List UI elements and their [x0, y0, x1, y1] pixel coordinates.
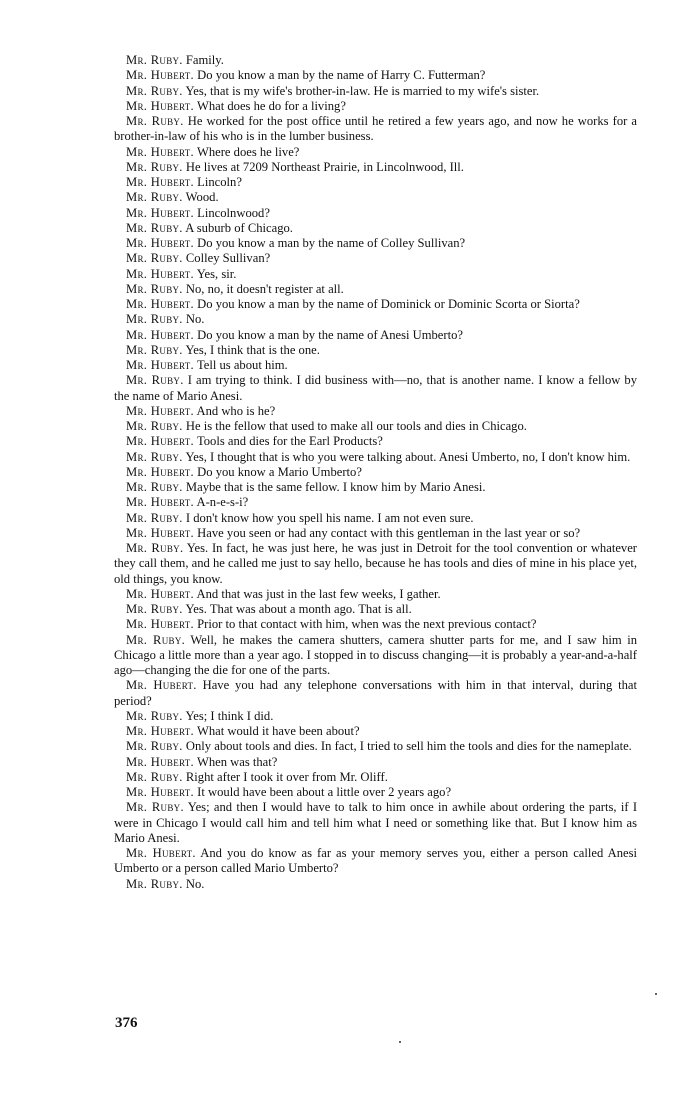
transcript-line — [114, 617, 637, 632]
speaker-name: Mr. Ruby. — [126, 739, 183, 754]
speaker-name: Mr. Hubert. — [126, 495, 195, 510]
speech-text: A suburb of Chicago. — [185, 220, 293, 235]
speech-text: Where does he live? — [196, 144, 300, 159]
speech-text: Yes. In fact, he was just here, he was just in Detroit for the tool convention or whatever they call them, and he called me just to say hello, because he has tools and dies of mine in his place yet, old things, you know. — [114, 541, 637, 586]
speaker-name: Mr. Ruby. — [126, 419, 183, 433]
transcript-line — [114, 480, 637, 495]
speaker-name: Mr. Hubert. — [126, 327, 195, 342]
transcript-line — [114, 53, 637, 68]
speaker-name: Mr. Ruby. — [126, 159, 183, 174]
transcript-line — [114, 221, 637, 236]
transcript-line — [114, 68, 637, 83]
speaker-name: Mr. Ruby. — [126, 632, 186, 647]
speaker-name: Mr. Hubert. — [126, 617, 195, 632]
speech-text: It would have been about a little over 2 years ago? — [197, 785, 452, 799]
speaker-name: Mr. Hubert. — [126, 434, 195, 449]
transcript-line — [114, 404, 637, 419]
speech-text: When was that? — [196, 754, 278, 769]
print-speck — [399, 1041, 401, 1043]
transcript-line — [114, 587, 637, 602]
transcript-line — [114, 267, 637, 282]
speaker-name: Mr. Hubert. — [126, 785, 195, 799]
speech-text: Do you know a man by the name of Colley Sullivan? — [197, 236, 466, 250]
speech-text: Do you know a man by the name of Harry C. Futterman? — [197, 68, 486, 83]
transcript-line — [114, 526, 637, 541]
speaker-name: Mr. Hubert. — [126, 144, 195, 159]
speaker-name: Mr. Ruby. — [126, 83, 183, 98]
speaker-name: Mr. Ruby. — [126, 190, 183, 205]
speech-text: Lincolnwood? — [197, 205, 270, 220]
transcript-line — [114, 511, 637, 526]
speaker-name: Mr. Hubert. — [126, 205, 195, 220]
speech-text: Yes. That was about a month ago. That is all. — [185, 602, 412, 616]
speaker-name: Mr. Ruby. — [126, 876, 183, 891]
speaker-name: Mr. Ruby. — [126, 312, 183, 327]
transcript-line — [114, 328, 637, 343]
speaker-name: Mr. Hubert. — [126, 846, 196, 860]
speaker-name: Mr. Ruby. — [126, 251, 183, 266]
speaker-name: Mr. Ruby. — [126, 53, 183, 67]
speech-text: Well, he makes the camera shutters, camera shutter parts for me, and I saw him in Chicago a little more than a year ago. I stopped in to discuss changing—it is probably a year-and-a-half ago—changing the die for one of the parts. — [114, 632, 638, 677]
transcript-line — [114, 465, 637, 480]
transcript-line — [114, 709, 637, 724]
transcript-line — [114, 785, 637, 800]
speaker-name: Mr. Hubert. — [126, 98, 195, 113]
transcript-line — [114, 175, 637, 190]
transcript-line — [114, 800, 637, 846]
speech-text: Do you know a man by the name of Dominick or Dominic Scorta or Siorta? — [197, 297, 580, 311]
transcript-line — [114, 770, 637, 785]
transcript-line — [114, 755, 637, 770]
transcript-line — [114, 282, 637, 297]
speech-text: Do you know a Mario Umberto? — [197, 464, 362, 479]
transcript-line — [114, 160, 637, 175]
transcript-line — [114, 602, 637, 617]
speech-text: No. — [185, 312, 205, 327]
speech-text: No, no, it doesn't register at all. — [185, 281, 344, 296]
speaker-name: Mr. Hubert. — [126, 464, 195, 479]
transcript-line — [114, 190, 637, 205]
transcript-line — [114, 312, 637, 327]
speaker-name: Mr. Hubert. — [126, 358, 195, 372]
speech-text: I don't know how you spell his name. I am not even sure. — [185, 510, 474, 525]
speaker-name: Mr. Ruby. — [126, 373, 184, 388]
speech-text: Prior to that contact with him, when was the next previous contact? — [197, 617, 537, 632]
speech-text: Yes, sir. — [196, 266, 237, 281]
speaker-name: Mr. Hubert. — [126, 754, 195, 769]
speech-text: And you do know as far as your memory serves you, either a person called Anesi Umberto or a person called Mario Umberto? — [114, 846, 637, 876]
transcript-line — [114, 877, 637, 892]
speech-text: Colley Sullivan? — [185, 251, 271, 266]
transcript-line — [114, 84, 637, 99]
speaker-name: Mr. Hubert. — [126, 724, 195, 738]
speech-text: What would it have been about? — [196, 724, 360, 738]
transcript-line — [114, 358, 637, 373]
transcript-line — [114, 419, 637, 434]
speaker-name: Mr. Hubert. — [126, 525, 195, 540]
transcript-line — [114, 373, 637, 404]
speech-text: Have you had any telephone conversations with him in that interval, during that period? — [114, 678, 637, 708]
speech-text: He worked for the post office until he retired a few years ago, and now he works for a brother-in-law of his who is in the lumber business. — [114, 114, 637, 144]
transcript-line — [114, 495, 637, 510]
speech-text: A-n-e-s-i? — [196, 495, 249, 510]
speech-text: No. — [185, 876, 205, 891]
transcript-line — [114, 145, 637, 160]
speaker-name: Mr. Ruby. — [126, 342, 183, 357]
speaker-name: Mr. Ruby. — [126, 114, 184, 128]
speech-text: Only about tools and dies. In fact, I tried to sell him the tools and dies for the nameplate. — [185, 739, 632, 754]
transcript-line — [114, 450, 637, 465]
transcript-line — [114, 633, 637, 679]
speaker-name: Mr. Ruby. — [126, 602, 183, 616]
transcript-line — [114, 206, 637, 221]
transcript-line — [114, 541, 637, 587]
transcript-line — [114, 99, 637, 114]
transcript-line — [114, 434, 637, 449]
speech-text: Yes, I think that is the one. — [185, 342, 320, 357]
speech-text: He lives at 7209 Northeast Prairie, in Lincolnwood, Ill. — [185, 159, 464, 174]
speaker-name: Mr. Ruby. — [126, 510, 183, 525]
speaker-name: Mr. Hubert. — [126, 403, 195, 418]
transcript-line — [114, 297, 637, 312]
speaker-name: Mr. Ruby. — [126, 769, 183, 784]
speaker-name: Mr. Hubert. — [126, 236, 195, 250]
speech-text: Do you know a man by the name of Anesi Umberto? — [197, 327, 463, 342]
speaker-name: Mr. Ruby. — [126, 220, 183, 235]
speech-text: Yes; I think I did. — [185, 708, 274, 723]
speaker-name: Mr. Ruby. — [126, 541, 184, 555]
speech-text: Family. — [185, 53, 224, 67]
speech-text: And who is he? — [196, 403, 276, 418]
speech-text: Wood. — [185, 190, 219, 205]
page-number: 376 — [115, 1015, 138, 1031]
transcript-line — [114, 846, 637, 877]
speaker-name: Mr. Hubert. — [126, 678, 197, 693]
speech-text: Maybe that is the same fellow. I know him by Mario Anesi. — [185, 480, 486, 494]
speech-text: Right after I took it over from Mr. Oliff. — [185, 769, 388, 784]
speaker-name: Mr. Hubert. — [126, 266, 195, 281]
speaker-name: Mr. Hubert. — [126, 586, 195, 601]
speaker-name: Mr. Ruby. — [126, 800, 184, 815]
transcript-line — [114, 343, 637, 358]
speaker-name: Mr. Hubert. — [126, 175, 195, 189]
speech-text: Yes, I thought that is who you were talking about. Anesi Umberto, no, I don't know him. — [185, 449, 631, 464]
speech-text: He is the fellow that used to make all our tools and dies in Chicago. — [185, 419, 527, 433]
speaker-name: Mr. Ruby. — [126, 281, 183, 296]
transcript-body — [114, 53, 637, 892]
speaker-name: Mr. Ruby. — [126, 480, 183, 494]
speaker-name: Mr. Hubert. — [126, 297, 195, 311]
transcript-line — [114, 739, 637, 754]
speech-text: Tell us about him. — [196, 358, 288, 372]
speech-text: Lincoln? — [197, 175, 242, 189]
speaker-name: Mr. Ruby. — [126, 449, 183, 464]
transcript-line — [114, 114, 637, 145]
transcript-line — [114, 678, 637, 709]
speech-text: Have you seen or had any contact with this gentleman in the last year or so? — [197, 525, 581, 540]
transcript-line — [114, 236, 637, 251]
speech-text: What does he do for a living? — [196, 98, 346, 113]
speaker-name: Mr. Hubert. — [126, 68, 195, 83]
speaker-name: Mr. Ruby. — [126, 708, 183, 723]
transcript-line — [114, 251, 637, 266]
transcript-line — [114, 724, 637, 739]
speech-text: Tools and dies for the Earl Products? — [196, 434, 383, 449]
speech-text: Yes, that is my wife's brother-in-law. He is married to my wife's sister. — [185, 83, 540, 98]
speech-text: Yes; and then I would have to talk to him once in awhile about ordering the parts, if I were in Chicago I would call him and tell him what I need or something like that. But I know him as Mario Anesi. — [114, 800, 638, 845]
print-speck — [655, 993, 657, 995]
speech-text: And that was just in the last few weeks, I gather. — [196, 586, 441, 601]
speech-text: I am trying to think. I did business with—no, that is another name. I know a fellow by the name of Mario Anesi. — [114, 373, 638, 403]
